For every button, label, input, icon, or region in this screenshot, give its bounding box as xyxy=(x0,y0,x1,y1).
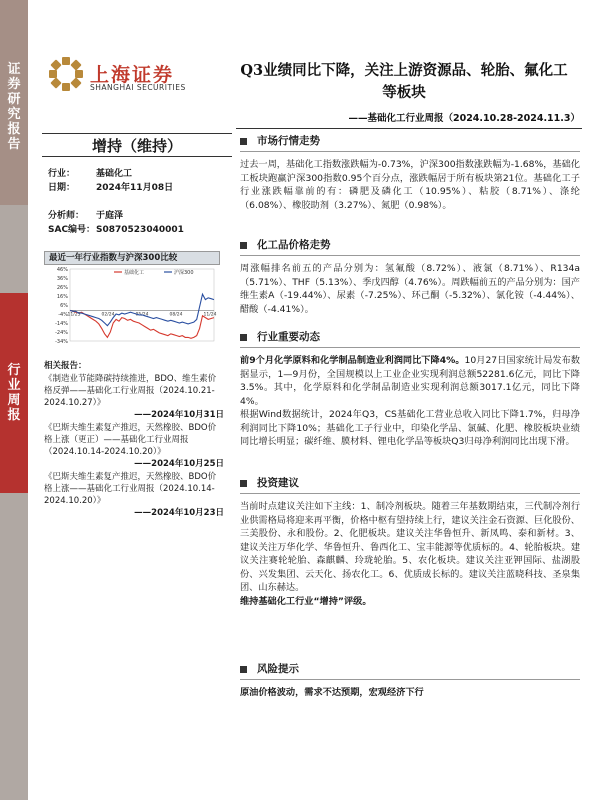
report-type-label: 证券研究报告 xyxy=(7,62,21,152)
report-category-label: 行业周报 xyxy=(7,363,21,423)
news-body: 10月27日国家统计局发布数据显示，1—9月份，全国规模以上工业企业实现利润总额52281.6亿元，同比下降3.5%。其中，化学原料和化学制品制造业实现利润总额3017.1亿元，同比下降4%。 xyxy=(240,355,580,407)
square-bullet-icon xyxy=(240,138,247,145)
x-tick-label: 11/24 xyxy=(203,312,217,318)
logo-mark-icon xyxy=(48,56,84,92)
section-heading xyxy=(240,330,580,348)
square-bullet-icon xyxy=(240,666,247,673)
y-tick-label: 6% xyxy=(60,303,68,309)
section-heading xyxy=(240,476,580,494)
related-report-text: 《制造业节能降碳持续推进，BDO、维生素价格反弹——基础化工行业周报（2024.10.21-2024.10.27）》 xyxy=(44,374,217,408)
legend-label: 基础化工 xyxy=(124,270,145,276)
related-report-date: ——2024年10月31日 xyxy=(134,410,224,420)
y-tick-label: -4% xyxy=(58,312,68,318)
x-tick-label: 05/24 xyxy=(135,312,149,318)
related-report-text: 《巴斯夫维生素复产推迟，天然橡胶、BDO价格上涨（更正）——基础化工行业周报（2024.10.14-2024.10.20）》 xyxy=(44,423,217,457)
section-heading xyxy=(240,134,580,152)
meta-analyst-value: 于庭泽 xyxy=(96,211,124,221)
y-tick-label: 16% xyxy=(56,294,68,300)
related-header: 相关报告： xyxy=(44,361,87,371)
title-divider xyxy=(236,128,582,129)
plot-area xyxy=(67,269,214,341)
section-market xyxy=(240,134,580,212)
report-title: Q3业绩同比下降，关注上游资源品、轮胎、氟化工等板块 xyxy=(240,62,568,101)
meta-sac-key: SAC编号： xyxy=(48,225,96,235)
news-lead: 前9个月化学原料和化学制品制造业利润同比下降4%。 xyxy=(240,355,465,366)
meta-analyst xyxy=(48,208,123,221)
logo-text-en: SHANGHAI SECURITIES xyxy=(90,83,186,92)
sidebar-top-block xyxy=(0,0,28,205)
related-report-text: 《巴斯夫维生素复产推迟，天然橡胶、BDO价格上涨——基础化工行业周报（2024.10.14-2024.10.20）》 xyxy=(44,472,217,506)
square-bullet-icon xyxy=(240,480,247,487)
rating: 增持（维持） xyxy=(91,137,182,155)
section-paragraph: 当前时点建议关注如下主线：1、制冷剂板块。随着三年基数期结束，三代制冷剂行业供需格局将迎来再平衡，价格中枢有望持续上行，建议关注金石资源、巨化股份、三美股份、永和股份。2、化肥板块。建议关注华鲁恒升、新凤鸣、泰和新材。3、建议关注万华化学、华鲁恒升、鲁西化工、宝丰能源等优质标的。4、轮胎板块。建议关注赛轮轮胎、森麒麟、玲珑轮胎。5、农化板块。建议关注亚钾国际、盐湖股份、兴发集团、云天化、扬农化工。6、优质成长标的。建议关注蓝晓科技、圣泉集团、山东赫达。 xyxy=(240,501,580,593)
rating-top-divider xyxy=(42,133,232,134)
related-reports xyxy=(44,360,224,519)
related-report-date: ——2024年10月23日 xyxy=(134,508,224,518)
meta-sac-value: S0870523040001 xyxy=(96,225,184,235)
legend-label: 沪深300 xyxy=(174,270,194,276)
meta-industry-key: 行业： xyxy=(48,169,76,179)
related-report-1[interactable] xyxy=(44,373,224,421)
x-tick-label: 11/23 xyxy=(67,312,81,318)
logo-text-cn: 上海证券 xyxy=(90,64,175,86)
y-tick-label: -24% xyxy=(55,330,68,336)
section-heading-text: 投资建议 xyxy=(257,477,299,489)
y-tick-label: 26% xyxy=(56,285,68,291)
rating-bottom-divider xyxy=(42,156,232,157)
section-heading xyxy=(240,238,580,256)
section-paragraph: 周涨幅排名前五的产品分别为：氢氟酸（8.72%）、液氯（8.71%）、R134a（5.71%）、THF（5.13%）、季戊四醇（4.76%）。周跌幅前五的产品分别为：国产维生素A（-19.44%）、尿素（-7.25%）、环己酮（-5.32%）、氯化铵（-4.44%）、醋酸（-4.41%）。 xyxy=(240,263,580,315)
section-news xyxy=(240,330,580,449)
related-report-date: ——2024年10月25日 xyxy=(134,459,224,469)
rating-statement: 维持基础化工行业“增持”评级。 xyxy=(240,595,372,607)
sidebar-mid-block xyxy=(0,293,28,493)
index-comparison-chart xyxy=(44,265,220,349)
meta-date-key: 日期： xyxy=(48,183,76,193)
section-paragraph: 原油价格波动，需求不达预期，宏观经济下行 xyxy=(240,687,424,698)
related-report-2[interactable] xyxy=(44,422,224,470)
section-heading-text: 行业重要动态 xyxy=(257,331,320,343)
y-tick-label: 46% xyxy=(56,267,68,273)
x-tick-label: 08/24 xyxy=(169,312,183,318)
section-paragraph: 过去一周，基础化工指数涨跌幅为-0.73%，沪深300指数涨跌幅为-1.68%，基础化工板块跑赢沪深300指数0.95个百分点，涨跌幅居于所有板块第21位。基础化工子行业涨跌幅靠前的有：磷肥及磷化工（10.95%）、粘胶（8.71%）、涤纶（6.08%）、橡胶助剂（3.27%）、氮肥（0.98%）。 xyxy=(240,159,580,211)
section-paragraph xyxy=(240,354,580,408)
section-heading-text: 化工品价格走势 xyxy=(257,239,331,251)
meta-date-value: 2024年11月08日 xyxy=(96,183,174,193)
chart-title: 最近一年行业指数与沪深300比较 xyxy=(44,251,220,265)
section-heading xyxy=(240,662,580,680)
meta-industry xyxy=(48,166,132,179)
report-subtitle: ——基础化工行业周报（2024.10.28-2024.11.3） xyxy=(348,113,580,124)
company-logo xyxy=(48,56,218,96)
section-advice xyxy=(240,476,580,608)
y-tick-label: -14% xyxy=(55,321,68,327)
related-report-3[interactable] xyxy=(44,471,224,519)
meta-date xyxy=(48,180,173,193)
section-paragraph: 根据Wind数据统计，2024年Q3，CS基础化工营业总收入同比下降1.7%，归母净利润同比下降10%；基础化工子行业中，印染化学品、氯碱、化肥、橡胶板块业绩同比增长明显；碳纤维、膜材料、锂电化学品等板块Q3归母净利润同比出现下滑。 xyxy=(240,409,580,447)
y-tick-label: -34% xyxy=(55,339,68,345)
x-tick-label: 02/24 xyxy=(101,312,115,318)
meta-analyst-key: 分析师： xyxy=(48,211,85,221)
meta-sac xyxy=(48,222,184,235)
section-risk xyxy=(240,662,580,700)
section-heading-text: 风险提示 xyxy=(257,663,299,675)
section-heading-text: 市场行情走势 xyxy=(257,135,320,147)
section-price xyxy=(240,238,580,316)
square-bullet-icon xyxy=(240,334,247,341)
y-tick-label: 36% xyxy=(56,276,68,282)
meta-industry-value: 基础化工 xyxy=(96,169,133,179)
square-bullet-icon xyxy=(240,242,247,249)
